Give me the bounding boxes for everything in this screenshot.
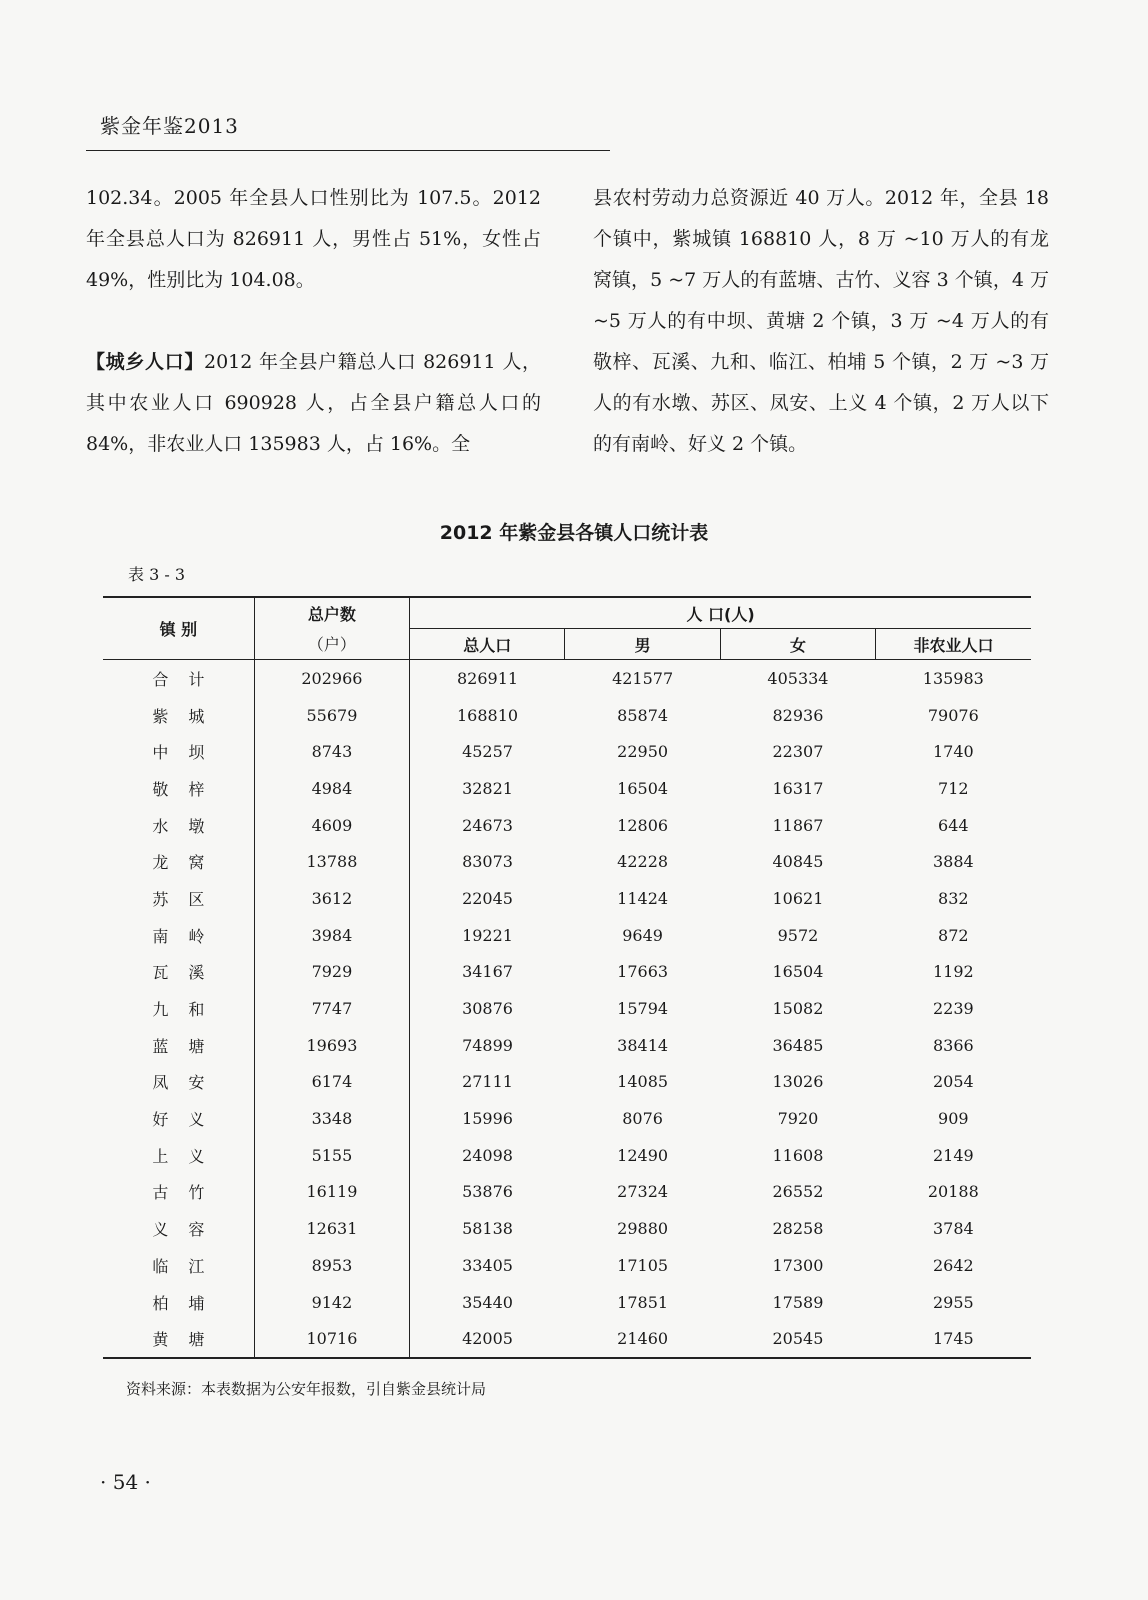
table-row [103,770,1031,807]
cell-households: 3612 [254,880,409,917]
cell-total: 33405 [462,1255,513,1275]
cell-male: 17663 [617,962,669,982]
cell-total: 30876 [462,999,513,1019]
cell-total: 45257 [462,742,513,762]
paragraph-gap [86,301,541,342]
cell-households: 7929 [254,954,409,991]
cell-total: 53876 [462,1182,513,1202]
cell-total: 42005 [410,1320,565,1358]
cell-male: 421577 [612,668,674,688]
cell-non-agri: 2054 [932,1072,974,1092]
cell-female: 13026 [772,1072,824,1092]
cell-male: 11424 [617,888,669,908]
cell-female: 82936 [772,705,824,725]
cell-total: 24098 [462,1145,513,1165]
cell-total: 826911 [456,668,519,688]
cell-female: 11608 [772,1145,824,1165]
cell-non-agri: 2239 [932,999,974,1019]
cell-female: 16317 [772,778,824,798]
cell-town: 紫城 [103,697,254,734]
cell-male: 22950 [617,742,669,762]
cell-non-agri: 644 [938,815,969,835]
cell-total: 24673 [462,815,513,835]
cell-households: 12631 [254,1210,409,1247]
cell-town: 凤安 [103,1064,254,1101]
cell-total: 35440 [462,1292,513,1312]
table-row [103,843,1031,880]
cell-female: 22307 [772,742,824,762]
cell-total: 34167 [462,962,513,982]
cell-non-agri: 1740 [932,742,974,762]
table-row [103,733,1031,770]
cell-non-agri: 909 [938,1109,969,1129]
cell-non-agri: 2955 [932,1292,974,1312]
cell-households: 4984 [254,770,409,807]
cell-non-agri: 872 [938,925,969,945]
cell-non-agri: 8366 [932,1035,974,1055]
cell-female: 36485 [772,1035,824,1055]
cell-male: 9649 [622,925,663,945]
header-population-group: 人 口(人) [410,597,1031,629]
cell-male: 29880 [617,1219,669,1239]
cell-female: 405334 [767,668,829,688]
cell-town: 合计 [103,660,254,697]
running-header-title: 紫金年鉴2013 [100,114,239,138]
section-heading: 【城乡人口】 [86,351,204,373]
header-total: 总人口 [410,629,565,660]
cell-female: 40845 [772,852,824,872]
cell-town: 南岭 [103,917,254,954]
table-row [103,1247,1031,1284]
cell-households: 7747 [254,990,409,1027]
table-row [103,1027,1031,1064]
table-row [103,1320,1031,1358]
cell-male: 85874 [617,705,669,725]
cell-households: 16119 [254,1174,409,1211]
header-male: 男 [565,629,720,660]
cell-town: 龙窝 [103,843,254,880]
cell-households: 9142 [254,1284,409,1321]
table-row [103,1284,1031,1321]
cell-town: 黄塘 [103,1320,254,1358]
cell-female: 10621 [772,888,824,908]
cell-non-agri: 832 [938,888,969,908]
section-body: 2012 年全县户籍总人口 826911 人，其中农业人口 690928 人，占全县户籍总人口的 84%，非农业人口 135983 人，占 16%。全 [86,351,541,455]
cell-town: 水墩 [103,807,254,844]
cell-town: 瓦溪 [103,954,254,991]
cell-town: 临江 [103,1247,254,1284]
right-text-column [593,178,1049,465]
header-female: 女 [720,629,875,660]
cell-male: 12806 [617,815,669,835]
cell-households: 202966 [254,660,409,697]
table-body [103,660,1031,1359]
cell-female: 17589 [772,1292,824,1312]
cell-male: 14085 [617,1072,669,1092]
cell-female: 11867 [772,815,824,835]
cell-non-agri: 20188 [927,1182,979,1202]
cell-non-agri: 135983 [922,668,984,688]
cell-non-agri: 3784 [932,1219,974,1239]
cell-town: 九和 [103,990,254,1027]
table-row [103,954,1031,991]
cell-town: 柏埔 [103,1284,254,1321]
cell-female: 26552 [772,1182,824,1202]
cell-households: 3984 [254,917,409,954]
left-paragraph-1: 102.34。2005 年全县人口性别比为 107.5。2012 年全县总人口为 826911 人，男性占 51%，女性占 49%，性别比为 104.08。 [86,187,541,291]
cell-households: 8743 [254,733,409,770]
header-households-unit: （户） [254,629,409,660]
table-number: 表 3 - 3 [128,565,186,584]
cell-households: 6174 [254,1064,409,1101]
table-source-note: 资料来源：本表数据为公安年报数，引自紫金县统计局 [126,1380,487,1398]
cell-male: 17851 [617,1292,669,1312]
cell-male: 42228 [617,852,669,872]
table-row [103,1137,1031,1174]
cell-female: 15082 [772,999,824,1019]
cell-town: 蓝塘 [103,1027,254,1064]
cell-households: 3348 [254,1100,409,1137]
cell-non-agri: 3884 [932,852,974,872]
table-row [103,880,1031,917]
table-row [103,1064,1031,1101]
left-paragraph-2 [86,342,541,465]
cell-female: 9572 [777,925,819,945]
cell-male: 16504 [617,778,669,798]
cell-female: 28258 [772,1219,824,1239]
table-row [103,660,1031,697]
cell-households: 5155 [254,1137,409,1174]
cell-total: 32821 [462,778,513,798]
cell-total: 27111 [462,1072,513,1092]
cell-town: 古竹 [103,1174,254,1211]
cell-female: 16504 [772,962,824,982]
table-row [103,1100,1031,1137]
cell-female: 17300 [772,1255,824,1275]
cell-town: 义容 [103,1210,254,1247]
cell-total: 15996 [462,1109,513,1129]
right-paragraph-1: 县农村劳动力总资源近 40 万人。2012 年，全县 18 个镇中，紫城镇 168810 人，8 万 ~10 万人的有龙窝镇，5 ~7 万人的有蓝塘、古竹、义容 3 个镇，4 万 ~5 万人的有中坝、黄塘 2 个镇，3 万 ~4 万人的有敬梓、瓦溪、九和、临江、柏埔 5 个镇，2 万 ~3 万人的有水墩、苏区、凤安、上义 4 个镇，2 万人以下的有南岭、好义 2 个镇。 [593,187,1049,455]
cell-total: 74899 [462,1035,513,1055]
cell-households: 10716 [254,1320,409,1358]
cell-town: 苏区 [103,880,254,917]
cell-male: 12490 [617,1145,669,1165]
cell-households: 13788 [254,843,409,880]
cell-male: 15794 [617,999,669,1019]
header-rule [86,150,610,151]
table-row [103,697,1031,734]
cell-non-agri: 2642 [932,1255,974,1275]
population-table [103,596,1031,1359]
cell-town: 中坝 [103,733,254,770]
cell-non-agri: 1745 [876,1320,1031,1358]
cell-male: 8076 [622,1109,663,1129]
header-non-agri: 非农业人口 [876,629,1031,660]
cell-female: 20545 [720,1320,875,1358]
table-title: 2012 年紫金县各镇人口统计表 [439,522,709,544]
table-row [103,917,1031,954]
table-row [103,807,1031,844]
cell-non-agri: 79076 [927,705,979,725]
cell-non-agri: 2149 [932,1145,974,1165]
cell-total: 168810 [456,705,519,725]
cell-total: 83073 [462,852,513,872]
table-row [103,990,1031,1027]
cell-households: 8953 [254,1247,409,1284]
cell-households: 4609 [254,807,409,844]
cell-total: 19221 [462,925,513,945]
table-row [103,1210,1031,1247]
cell-town: 敬梓 [103,770,254,807]
cell-male: 17105 [617,1255,669,1275]
cell-male: 21460 [565,1320,720,1358]
cell-male: 27324 [617,1182,669,1202]
cell-male: 38414 [617,1035,669,1055]
cell-non-agri: 1192 [932,962,974,982]
header-town: 镇 别 [103,597,254,660]
page-number: · 54 · [100,1470,151,1494]
cell-total: 22045 [462,888,513,908]
table-row [103,1174,1031,1211]
cell-non-agri: 712 [938,778,969,798]
cell-female: 7920 [777,1109,819,1129]
header-households: 总户数 [254,597,409,629]
cell-households: 19693 [254,1027,409,1064]
cell-total: 58138 [462,1219,513,1239]
cell-town: 上义 [103,1137,254,1174]
cell-households: 55679 [254,697,409,734]
left-text-column [86,178,541,465]
cell-town: 好义 [103,1100,254,1137]
